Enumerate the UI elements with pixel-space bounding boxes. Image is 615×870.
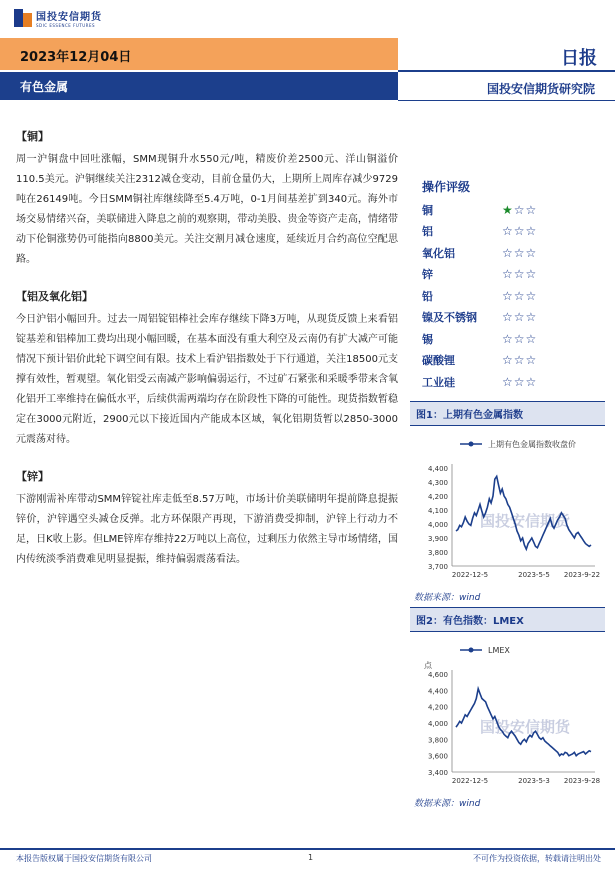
watermark: 国投安信期货 bbox=[480, 511, 571, 530]
star-empty-icon: ☆ bbox=[502, 331, 514, 346]
category: 有色金属 bbox=[20, 80, 69, 94]
star-empty-icon: ☆ bbox=[525, 245, 538, 260]
rating-stars-icon bbox=[502, 353, 537, 367]
rating-name: 碳酸锂 bbox=[422, 354, 455, 368]
y-tick-label: 3,700 bbox=[427, 562, 448, 571]
logo-mark-icon bbox=[14, 9, 32, 27]
section-text: 周一沪铜盘中回吐涨幅，SMM现铜升水550元/吨，精废价差2500元、洋山铜溢价110.5美元。沪铜继续关注2312减仓变动，目前仓量仍大，上期所上周库存减少9729吨在26149吨。今日SMM铜社库继续降至5.4万吨，0-1月间基差扩到340元。海外市场交易情绪兴奋，美联储进入降息之前的观察期，带动美股、贵金等资产走高，情绪带动下伦铜涨势仍可能指向8800美元。关注交割月减仓速度，延续近月合约高位空配思路。 bbox=[16, 154, 398, 265]
figure-2-source: 数据来源：wind bbox=[414, 798, 481, 809]
rating-name: 锌 bbox=[422, 268, 433, 282]
doc-type: 日报 bbox=[561, 48, 597, 69]
legend-marker bbox=[469, 441, 474, 446]
ratings-list bbox=[410, 199, 605, 393]
y-tick-label: 4,400 bbox=[427, 464, 448, 473]
y-tick-label: 4,000 bbox=[427, 719, 448, 728]
section-copper bbox=[16, 128, 398, 270]
star-empty-icon: ☆ bbox=[513, 288, 526, 303]
y-axis-label: 点 bbox=[424, 660, 432, 670]
y-tick-label: 3,800 bbox=[427, 548, 448, 557]
chart-2 bbox=[410, 632, 605, 792]
rating-row bbox=[410, 307, 605, 329]
y-tick-label: 3,600 bbox=[427, 752, 448, 761]
header-rule bbox=[398, 70, 615, 72]
y-tick-label: 3,800 bbox=[427, 735, 448, 744]
logo-cn: 国投安信期货 bbox=[36, 12, 102, 23]
report-body bbox=[16, 128, 398, 588]
star-empty-icon: ☆ bbox=[502, 310, 514, 325]
page-number: 1 bbox=[308, 853, 314, 862]
footer-copyright: 本报告版权属于国投安信期货有限公司 bbox=[16, 854, 152, 863]
figure-2-title: 图2：有色指数：LMEX bbox=[410, 607, 605, 632]
section-aluminum bbox=[16, 288, 398, 450]
logo-en: SDIC ESSENCE FUTURES bbox=[36, 23, 96, 28]
rating-row bbox=[410, 199, 605, 221]
section-title: 【锌】 bbox=[16, 470, 49, 483]
header-rule-2 bbox=[398, 100, 615, 101]
rating-name: 铅 bbox=[422, 289, 433, 303]
figure-1-source: 数据来源：wind bbox=[414, 592, 481, 603]
section-text: 今日沪铝小幅回升。过去一周铝锭铝棒社会库存继续下降3万吨，从现货反馈上来看铝锭基差和铝棒加工费均出现小幅回暖，在基本面没有重大利空及云南仍有扩大减产可能情况下预计铝价此轮下调空间有限。技术上看沪铝指数处于下行通道，关注18500元支撑有效性，暂观望。氧化铝受云南减产影响偏弱运行，不过矿石紧张和采暖季带来含氧化铝开工率维持在偏低水平，后续供需两端均存在阶段性下降的可能性。现货指数暂稳定在3000元附近，2900元以下接近国内产能成本区域，氧化铝期货暂以2850-3000元震荡对待。 bbox=[16, 314, 398, 445]
page-footer bbox=[0, 848, 615, 863]
rating-stars-icon bbox=[502, 203, 537, 217]
star-empty-icon: ☆ bbox=[513, 331, 526, 346]
star-empty-icon: ☆ bbox=[513, 245, 526, 260]
star-empty-icon: ☆ bbox=[502, 353, 514, 368]
date-bar bbox=[0, 38, 398, 70]
x-tick-label: 2023-5-5 bbox=[518, 570, 550, 579]
star-empty-icon: ☆ bbox=[525, 374, 538, 389]
rating-row bbox=[410, 242, 605, 264]
y-tick-label: 4,400 bbox=[427, 686, 448, 695]
rating-stars-icon bbox=[502, 310, 537, 324]
x-tick-label: 2023-5-3 bbox=[518, 776, 550, 785]
rating-row bbox=[410, 264, 605, 286]
rating-stars-icon bbox=[502, 375, 537, 389]
rating-row bbox=[410, 350, 605, 372]
section-zinc bbox=[16, 468, 398, 570]
star-empty-icon: ☆ bbox=[513, 267, 526, 282]
chart-2-svg bbox=[410, 632, 605, 792]
y-tick-label: 4,200 bbox=[427, 703, 448, 712]
y-tick-label: 4,300 bbox=[427, 478, 448, 487]
footer-disclaimer: 不可作为投资依据，转载请注明出处 bbox=[473, 854, 601, 863]
star-empty-icon: ☆ bbox=[525, 267, 538, 282]
chart-1 bbox=[410, 426, 605, 586]
star-empty-icon: ☆ bbox=[513, 374, 526, 389]
rating-stars-icon bbox=[502, 246, 537, 260]
star-empty-icon: ☆ bbox=[525, 224, 538, 239]
category-bar bbox=[0, 72, 398, 100]
rating-name: 锡 bbox=[422, 332, 433, 346]
rating-name: 镍及不锈钢 bbox=[422, 311, 477, 325]
star-empty-icon: ☆ bbox=[513, 353, 526, 368]
company-logo bbox=[14, 8, 102, 28]
rating-row bbox=[410, 328, 605, 350]
star-empty-icon: ☆ bbox=[502, 374, 514, 389]
watermark: 国投安信期货 bbox=[480, 717, 571, 736]
legend-label: LMEX bbox=[488, 645, 510, 655]
star-filled-icon: ★ bbox=[502, 202, 514, 217]
report-date: 2023年12月04日 bbox=[20, 50, 132, 65]
rating-row bbox=[410, 285, 605, 307]
rating-name: 工业硅 bbox=[422, 375, 455, 389]
star-empty-icon: ☆ bbox=[525, 288, 538, 303]
star-empty-icon: ☆ bbox=[525, 353, 538, 368]
x-tick-label: 2023-9-22 bbox=[563, 570, 601, 579]
rating-name: 铜 bbox=[422, 203, 433, 217]
y-tick-label: 3,900 bbox=[427, 534, 448, 543]
y-tick-label: 4,200 bbox=[427, 492, 448, 501]
star-empty-icon: ☆ bbox=[513, 310, 526, 325]
rating-stars-icon bbox=[502, 224, 537, 238]
star-empty-icon: ☆ bbox=[525, 310, 538, 325]
rating-row bbox=[410, 221, 605, 243]
section-title: 【铝及氧化铝】 bbox=[16, 290, 93, 303]
rating-stars-icon bbox=[502, 267, 537, 281]
legend-marker bbox=[469, 647, 474, 652]
star-empty-icon: ☆ bbox=[513, 224, 526, 239]
rating-name: 氧化铝 bbox=[422, 246, 455, 260]
y-tick-label: 3,400 bbox=[427, 768, 448, 777]
rating-stars-icon bbox=[502, 332, 537, 346]
star-empty-icon: ☆ bbox=[502, 224, 514, 239]
y-tick-label: 4,600 bbox=[427, 670, 448, 679]
star-empty-icon: ☆ bbox=[513, 202, 526, 217]
section-text: 下游刚需补库带动SMM锌锭社库走低至8.57万吨，市场计价美联储明年提前降息提振锌价，沪锌遇空头减仓反弹。北方环保限产再现，下游消费受抑制，沪锌上行动力不足，日K收上影。但LME锌库存维持22万吨以上高位，过剩压力依然主导市场情绪，国内传统淡季消费难见明显提振，维持偏弱震荡看法。 bbox=[16, 494, 398, 565]
figure-1-title: 图1：上期有色金属指数 bbox=[410, 401, 605, 426]
x-tick-label: 2022-12-5 bbox=[451, 570, 489, 579]
star-empty-icon: ☆ bbox=[502, 245, 514, 260]
y-tick-label: 4,100 bbox=[427, 506, 448, 515]
chart-1-svg bbox=[410, 426, 605, 586]
rating-stars-icon bbox=[502, 289, 537, 303]
star-empty-icon: ☆ bbox=[525, 202, 538, 217]
star-empty-icon: ☆ bbox=[502, 288, 514, 303]
star-empty-icon: ☆ bbox=[502, 267, 514, 282]
ratings-title: 操作评级 bbox=[422, 180, 471, 194]
y-tick-label: 4,000 bbox=[427, 520, 448, 529]
rating-name: 铝 bbox=[422, 225, 433, 239]
sidebar bbox=[410, 178, 605, 813]
section-title: 【铜】 bbox=[16, 130, 49, 143]
rating-row bbox=[410, 371, 605, 393]
x-tick-label: 2023-9-28 bbox=[563, 776, 601, 785]
institute-name: 国投安信期货研究院 bbox=[486, 82, 595, 96]
legend-label: 上期有色金属指数收盘价 bbox=[488, 439, 576, 449]
star-empty-icon: ☆ bbox=[525, 331, 538, 346]
x-tick-label: 2022-12-5 bbox=[451, 776, 489, 785]
